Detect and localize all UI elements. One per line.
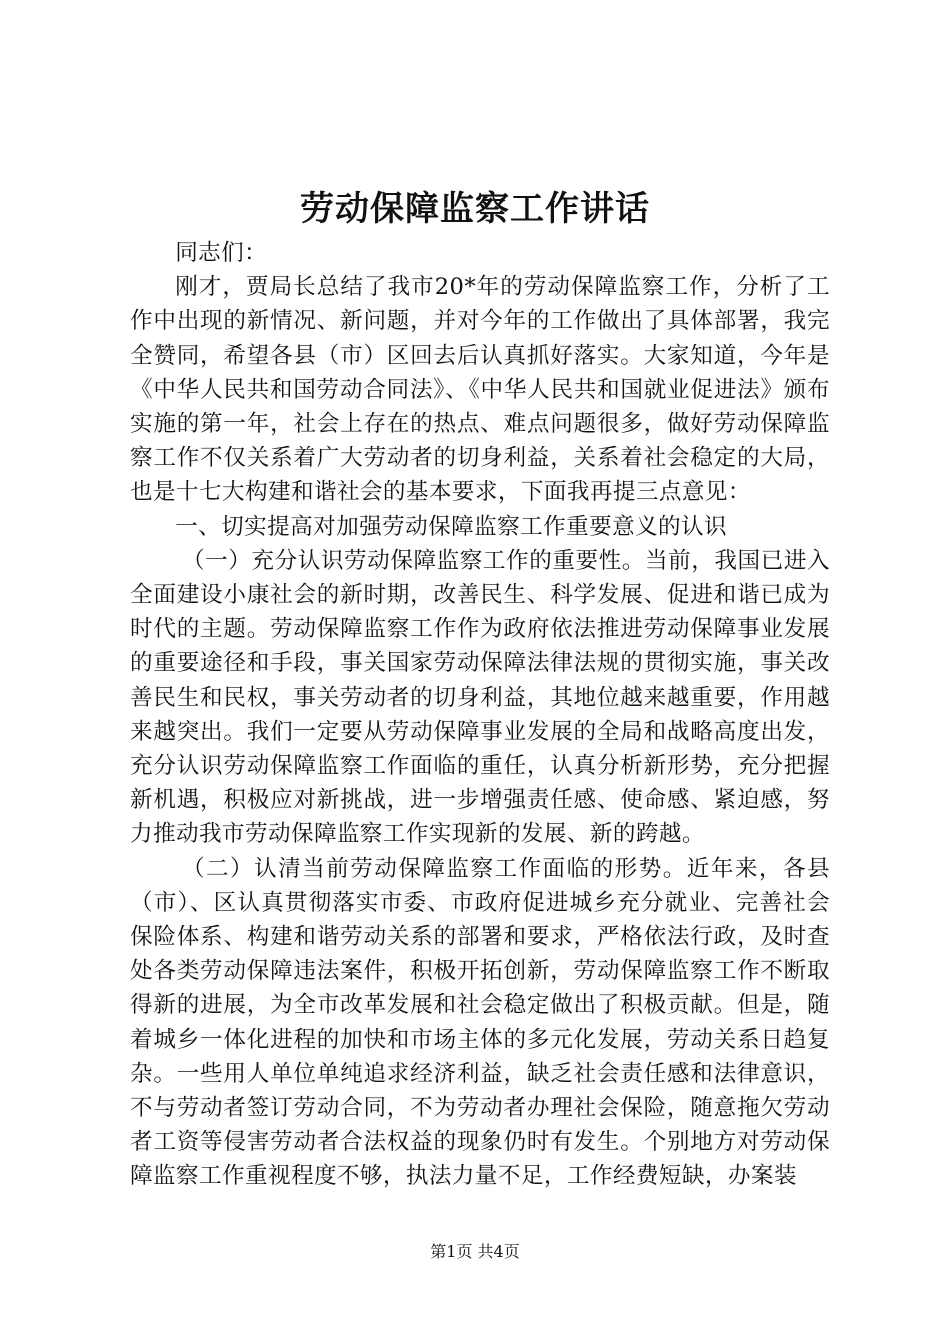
- page-footer: 第1页 共4页: [430, 1242, 520, 1261]
- section-heading-1: 一、切实提高对加强劳动保障监察工作重要意义的认识: [175, 513, 728, 540]
- paragraph-subsection-1: （一）充分认识劳动保障监察工作的重要性。当前，我国已进入全面建设小康社会的新时期，改善民生、科学发展、促进和谐已成为时代的主题。劳动保障监察工作作为政府依法推进劳动保障事业发展的重要途径和手段，事关国家劳动保障法律法规的贯彻实施，事关改善民生和民权，事关劳动者的切身利益，其地位越来越重要，作用越来越突出。我们一定要从劳动保障事业发展的全局和战略高度出发，充分认识劳动保障监察工作面临的重任，认真分析新形势，充分把握新机遇，积极应对新挑战，进一步增强责任感、使命感、紧迫感，努力推动我市劳动保障监察工作实现新的发展、新的跨越。: [130, 547, 830, 848]
- document-body: [130, 236, 830, 1194]
- paragraph-intro: 刚才，贾局长总结了我市20*年的劳动保障监察工作，分析了工作中出现的新情况、新问题，并对今年的工作做出了具体部署，我完全赞同，希望各县（市）区回去后认真抓好落实。大家知道，今年是《中华人民共和国劳动合同法》、《中华人民共和国就业促进法》颁布实施的第一年，社会上存在的热点、难点问题很多，做好劳动保障监察工作不仅关系着广大劳动者的切身利益，关系着社会稳定的大局，也是十七大构建和谐社会的基本要求，下面我再提三点意见：: [130, 274, 830, 506]
- paragraph-subsection-2: （二）认清当前劳动保障监察工作面临的形势。近年来，各县（市）、区认真贯彻落实市委、市政府促进城乡充分就业、完善社会保险体系、构建和谐劳动关系的部署和要求，严格依法行政，及时查处各类劳动保障违法案件，积极开拓创新，劳动保障监察工作不断取得新的进展，为全市改革发展和社会稳定做出了积极贡献。但是，随着城乡一体化进程的加快和市场主体的多元化发展，劳动关系日趋复杂。一些用人单位单纯追求经济利益，缺乏社会责任感和法律意识，不与劳动者签订劳动合同，不为劳动者办理社会保险，随意拖欠劳动者工资等侵害劳动者合法权益的现象仍时有发生。个别地方对劳动保障监察工作重视程度不够，执法力量不足，工作经费短缺，办案装: [130, 855, 830, 1190]
- document-title: 劳动保障监察工作讲话: [300, 189, 650, 229]
- salutation: 同志们：: [175, 240, 268, 266]
